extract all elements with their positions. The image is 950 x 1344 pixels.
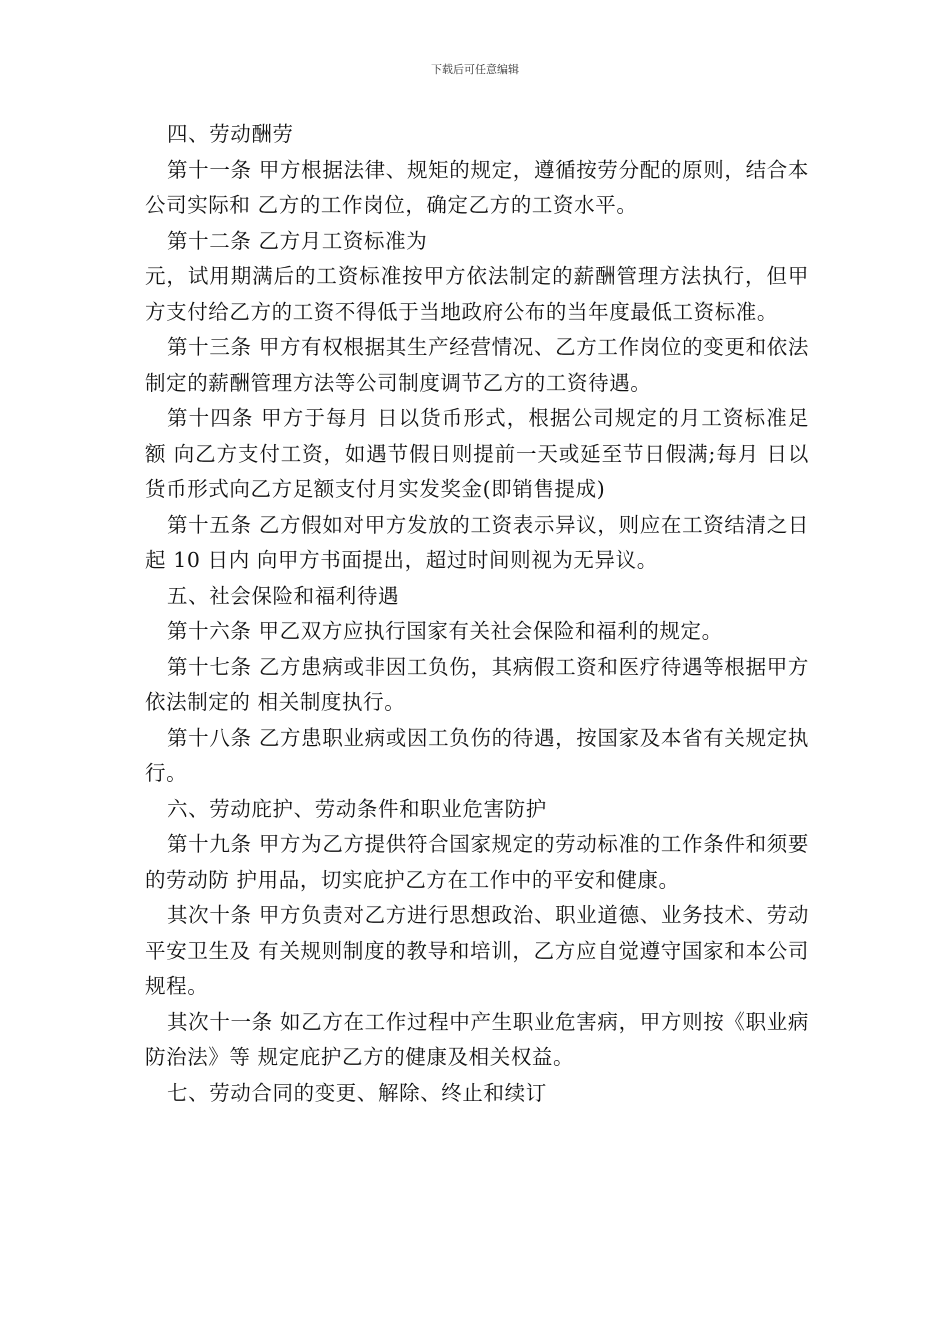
article-16: 第十六条 甲乙双方应执行国家有关社会保险和福利的规定。 (167, 619, 723, 643)
article-17: 第十七条 乙方患病或非因工负伤，其病假工资和医疗待遇等根据甲方依法制定的 相关制度执行。 (145, 654, 809, 714)
page-header: 下载后可任意编辑 (431, 63, 519, 76)
article-20: 其次十条 甲方负责对乙方进行思想政治、职业道德、业务技术、劳动平安卫生及 有关规则制度的教导和培训，乙方应自觉遵守国家和本公司规程。 (145, 903, 809, 998)
article-12-continued: 元，试用期满后的工资标准按甲方依法制定的薪酬管理方法执行，但甲方支付给乙方的工资不得低于当地政府公布的当年度最低工资标准。 (145, 264, 809, 324)
article-19: 第十九条 甲方为乙方提供符合国家规定的劳动标准的工作条件和须要的劳动防 护用品，切实庇护乙方在工作中的平安和健康。 (145, 832, 809, 892)
article-18: 第十八条 乙方患职业病或因工负伤的待遇，按国家及本省有关规定执行。 (145, 725, 809, 785)
article-14: 第十四条 甲方于每月 日以货币形式，根据公司规定的月工资标准足额 向乙方支付工资，如遇节假日则提前一天或延至节日假满;每月 日以货币形式向乙方足额支付月实发奖金(即销售提成) (145, 406, 809, 501)
section-heading-4: 四、劳动酬劳 (167, 122, 294, 146)
section-heading-5: 五、社会保险和福利待遇 (167, 583, 400, 608)
article-12-start: 第十二条 乙方月工资标准为 (167, 228, 428, 253)
section-heading-7: 七、劳动合同的变更、解除、终止和续订 (167, 1080, 547, 1105)
document-body (145, 117, 809, 1111)
article-13: 第十三条 甲方有权根据其生产经营情况、乙方工作岗位的变更和依法制定的薪酬管理方法等公司制度调节乙方的工资待遇。 (145, 335, 809, 395)
article-21: 其次十一条 如乙方在工作过程中产生职业危害病，甲方则按《职业病防治法》等 规定庇护乙方的健康及相关权益。 (145, 1009, 809, 1069)
article-11: 第十一条 甲方根据法律、规矩的规定，遵循按劳分配的原则，结合本公司实际和 乙方的工作岗位，确定乙方的工资水平。 (145, 157, 809, 217)
section-heading-6: 六、劳动庇护、劳动条件和职业危害防护 (167, 796, 547, 821)
article-15: 第十五条 乙方假如对甲方发放的工资表示异议，则应在工资结清之日起 10 日内 向甲方书面提出，超过时间则视为无异议。 (145, 512, 809, 572)
